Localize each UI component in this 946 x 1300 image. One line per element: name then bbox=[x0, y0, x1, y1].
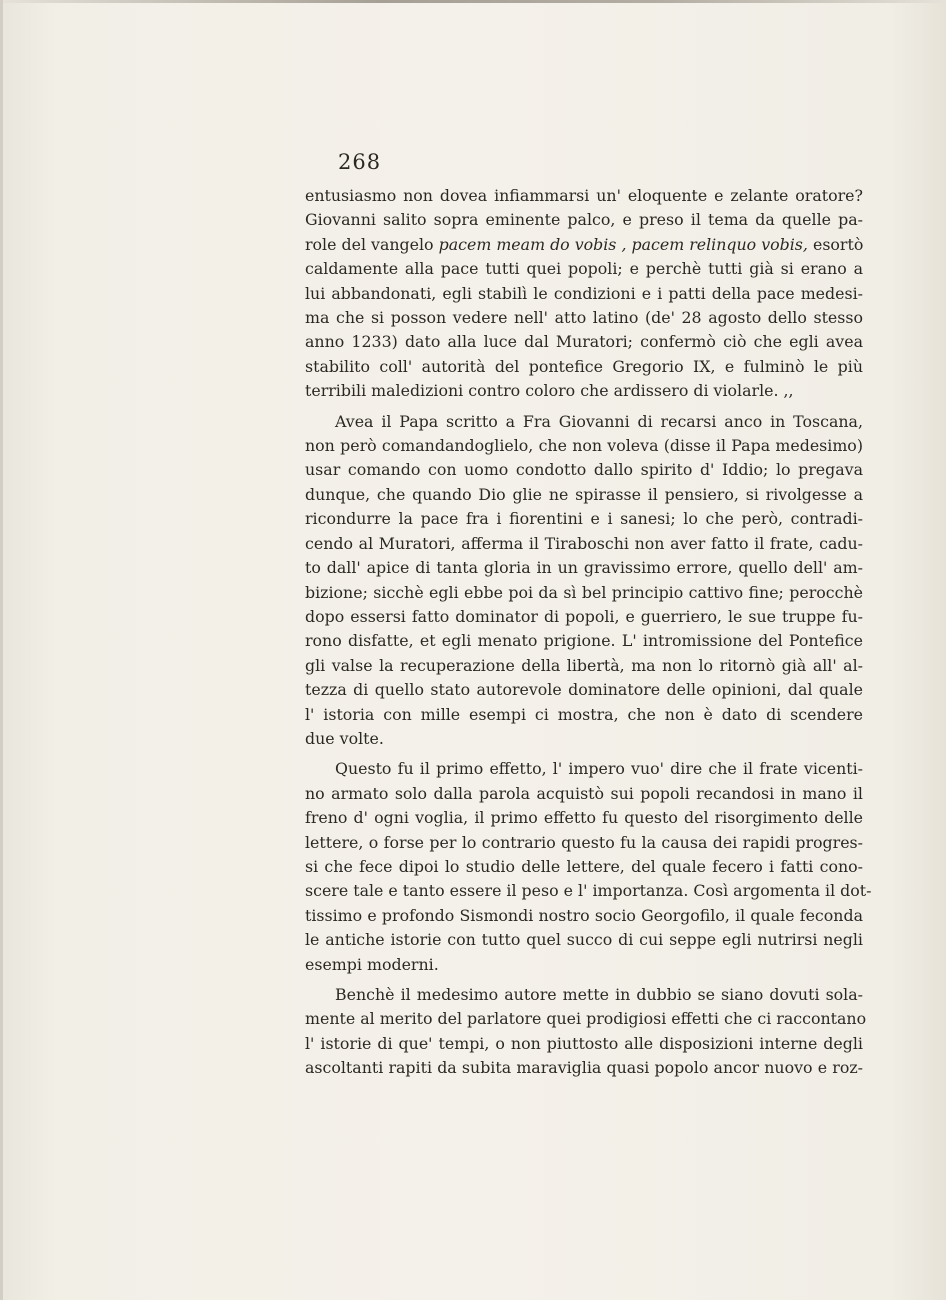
text-line: scere tale e tanto essere il peso e l' importanza. Così argomenta il dot- bbox=[305, 881, 872, 901]
text-line: ricondurre la pace fra i fiorentini e i sanesi; lo che però, contradi- bbox=[305, 509, 863, 529]
text-line: ma che si posson vedere nell' atto latino (de' 28 agosto dello stesso bbox=[305, 308, 863, 328]
text-line: usar comando con uomo condotto dallo spirito d' Iddio; lo pregava bbox=[305, 460, 863, 480]
text-line: dopo essersi fatto dominator di popoli, e guerriero, le sue truppe fu- bbox=[305, 606, 863, 626]
text-line: caldamente alla pace tutti quei popoli; e perchè tutti già si erano a bbox=[305, 259, 863, 279]
text-line: le antiche istorie con tutto quel succo di cui seppe egli nutrirsi negli bbox=[305, 930, 863, 950]
text-segment: esortò bbox=[812, 234, 864, 254]
text-segment: role del vangelo bbox=[305, 234, 434, 254]
text-line: lettere, o forse per lo contrario questo fu la causa dei rapidi progres- bbox=[305, 832, 863, 852]
text-line: Benchè il medesimo autore mette in dubbio se siano dovuti sola- bbox=[335, 985, 863, 1004]
text-line: esempi moderni. bbox=[305, 954, 439, 974]
text-line: stabilito coll' autorità del pontefice Gregorio IX, e fulminò le più bbox=[305, 356, 863, 376]
text-line: Giovanni salito sopra eminente palco, e preso il tema da quelle pa- bbox=[305, 210, 863, 230]
text-line bbox=[305, 233, 863, 257]
text-line: mente al merito del parlatore quei prodigiosi effetti che ci raccontano bbox=[305, 1009, 867, 1029]
text-line: freno d' ogni voglia, il primo effetto fu questo del risorgimento delle bbox=[305, 808, 863, 828]
page-number: 268 bbox=[338, 150, 382, 174]
left-page-edge bbox=[0, 0, 3, 1300]
body-text bbox=[305, 184, 872, 1081]
text-line: rono disfatte, et egli menato prigione. L' intromissione del Pontefice bbox=[305, 631, 863, 651]
text-line: due volte. bbox=[305, 728, 384, 748]
text-line: anno 1233) dato alla luce dal Muratori; confermò ciò che egli avea bbox=[305, 332, 863, 352]
text-line: entusiasmo non dovea infiammarsi un' eloquente e zelante oratore? bbox=[305, 186, 863, 205]
text-line: no armato solo dalla parola acquistò sui popoli recandosi in mano il bbox=[305, 783, 863, 803]
text-line: non però comandandoglielo, che non voleva (disse il Papa medesimo) bbox=[305, 436, 863, 456]
text-line: dunque, che quando Dio glie ne spirasse il pensiero, si rivolgesse a bbox=[305, 484, 863, 504]
text-line: Questo fu il primo effetto, l' impero vuo' dire che il frate vicenti- bbox=[335, 759, 863, 779]
text-line: ascoltanti rapiti da subita maraviglia quasi popolo ancor nuovo e roz- bbox=[305, 1058, 863, 1078]
text-line: to dall' apice di tanta gloria in un gravissimo errore, quello dell' am- bbox=[305, 558, 863, 578]
text-line: terribili maledizioni contro coloro che ardissero di violarle. ,, bbox=[305, 381, 794, 401]
text-line: tissimo e profondo Sismondi nostro socio Georgofilo, il quale feconda bbox=[305, 905, 863, 925]
text-line: gli valse la recuperazione della libertà, ma non lo ritornò già all' al- bbox=[305, 655, 863, 675]
text-line: bizione; sicchè egli ebbe poi da sì bel principio cattivo fine; perocchè bbox=[305, 582, 863, 602]
text-line: cendo al Muratori, afferma il Tiraboschi non aver fatto il frate, cadu- bbox=[305, 533, 863, 553]
text-line: l' istoria con mille esempi ci mostra, che non è dato di scendere bbox=[305, 704, 863, 724]
text-line: Avea il Papa scritto a Fra Giovanni di recarsi anco in Toscana, bbox=[335, 411, 863, 431]
text-line: l' istorie di que' tempi, o non piuttosto alle disposizioni interne degli bbox=[305, 1033, 863, 1053]
text-line: tezza di quello stato autorevole dominatore delle opinioni, dal quale bbox=[305, 680, 863, 700]
top-edge-rule bbox=[0, 0, 946, 3]
text-line: lui abbandonati, egli stabilì le condizioni e i patti della pace medesi- bbox=[305, 283, 863, 303]
text-line: si che fece dipoi lo studio delle lettere, del quale fecero i fatti cono- bbox=[305, 856, 863, 876]
latin-quote: pacem meam do vobis , pacem relinquo vobis, bbox=[438, 234, 808, 254]
